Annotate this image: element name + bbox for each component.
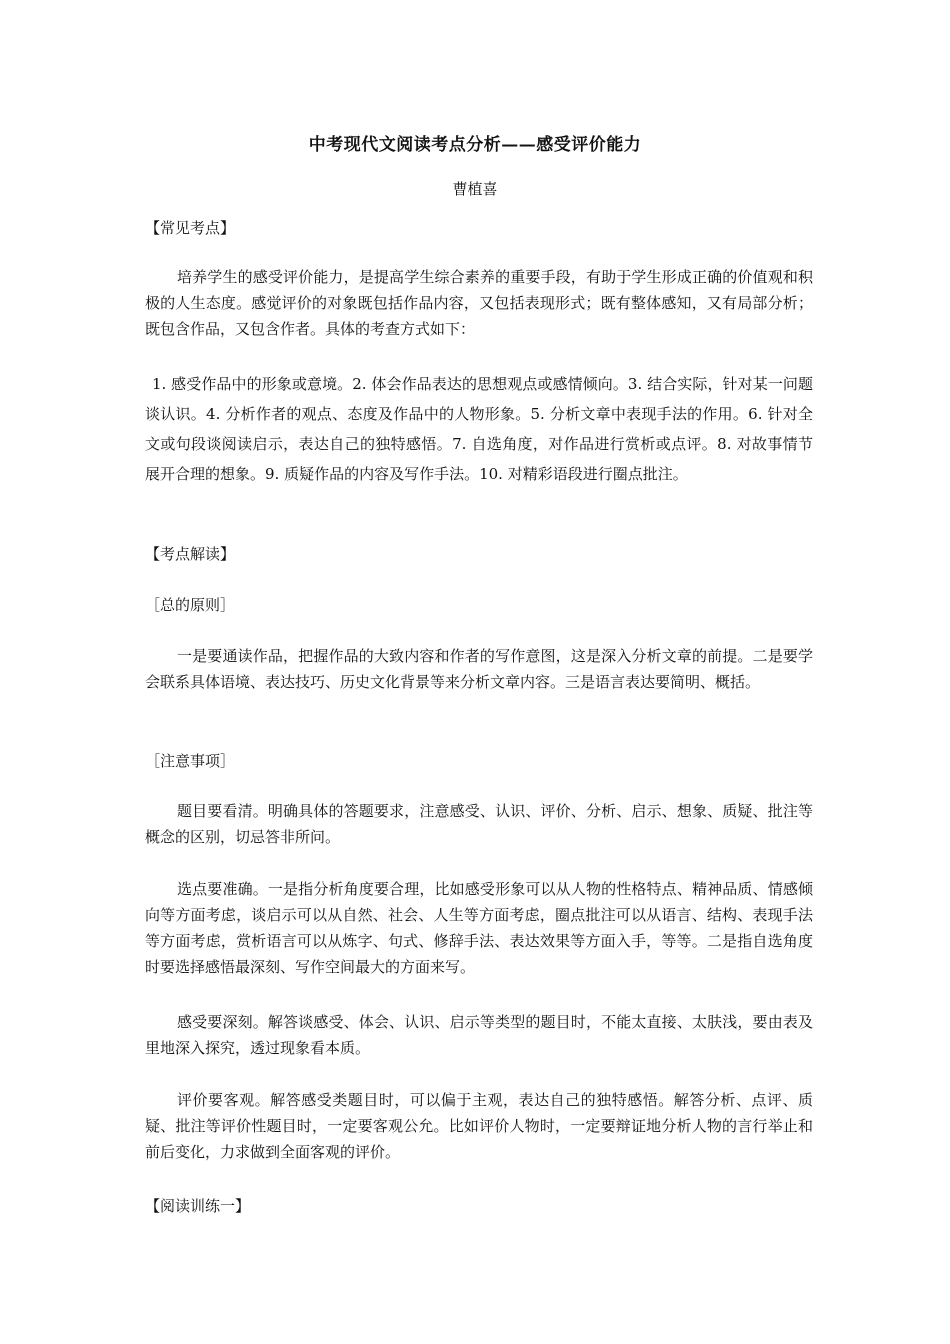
section-heading-common: 【常见考点】: [145, 219, 236, 237]
subheading-notes: ［注意事项］: [145, 752, 236, 770]
paragraph-note-3: 感受要深刻。解答谈感受、体会、认识、启示等类型的题目时，不能太直接、太肤浅，要由表及里地深入探究，透过现象看本质。: [145, 1013, 813, 1057]
paragraph-note-1: 题目要看清。明确具体的答题要求，注意感受、认识、评价、分析、启示、想象、质疑、批注等概念的区别，切忌答非所问。: [145, 802, 813, 846]
subheading-principle: ［总的原则］: [145, 596, 236, 614]
document-author: 曹植喜: [452, 180, 498, 198]
paragraph-principle: 一是要通读作品，把握作品的大致内容和作者的写作意图，这是深入分析文章的前提。二是要学会联系具体语境、表达技巧、历史文化背景等来分析文章内容。三是语言表达要简明、概括。: [145, 647, 813, 691]
section-heading-training: 【阅读训练一】: [145, 1197, 251, 1215]
section-heading-analysis: 【考点解读】: [145, 545, 236, 563]
paragraph-exam-types: 1. 感受作品中的形象或意境。2. 体会作品表达的思想观点或感情倾向。3. 结合实际，针对某一问题谈认识。4. 分析作者的观点、态度及作品中的人物形象。5. 分析文章中表现手法的作用。6. 针对全文或句段谈阅读启示，表达自己的独特感悟。7. 自选角度，对作品进行赏析或点评。8. 对故事情节展开合理的想象。9. 质疑作品的内容及写作手法。10. 对精彩语段进行圈点批注。: [145, 375, 813, 483]
paragraph-note-4: 评价要客观。解答感受类题目时，可以偏于主观，表达自己的独特感悟。解答分析、点评、质疑、批注等评价性题目时，一定要客观公允。比如评价人物时，一定要辩证地分析人物的言行举止和前后变化，力求做到全面客观的评价。: [145, 1091, 813, 1161]
paragraph-intro: 培养学生的感受评价能力，是提高学生综合素养的重要手段，有助于学生形成正确的价值观和积极的人生态度。感觉评价的对象既包括作品内容，又包括表现形式；既有整体感知，又有局部分析；既包含作品，又包含作者。具体的考查方式如下：: [145, 268, 813, 338]
document-title: 中考现代文阅读考点分析——感受评价能力: [308, 135, 642, 155]
paragraph-note-2: 选点要准确。一是指分析角度要合理，比如感受形象可以从人物的性格特点、精神品质、情感倾向等方面考虑，谈启示可以从自然、社会、人生等方面考虑，圈点批注可以从语言、结构、表现手法等方面考虑，赏析语言可以从炼字、句式、修辞手法、表达效果等方面入手，等等。二是指自选角度时要选择感悟最深刻、写作空间最大的方面来写。: [145, 880, 813, 976]
